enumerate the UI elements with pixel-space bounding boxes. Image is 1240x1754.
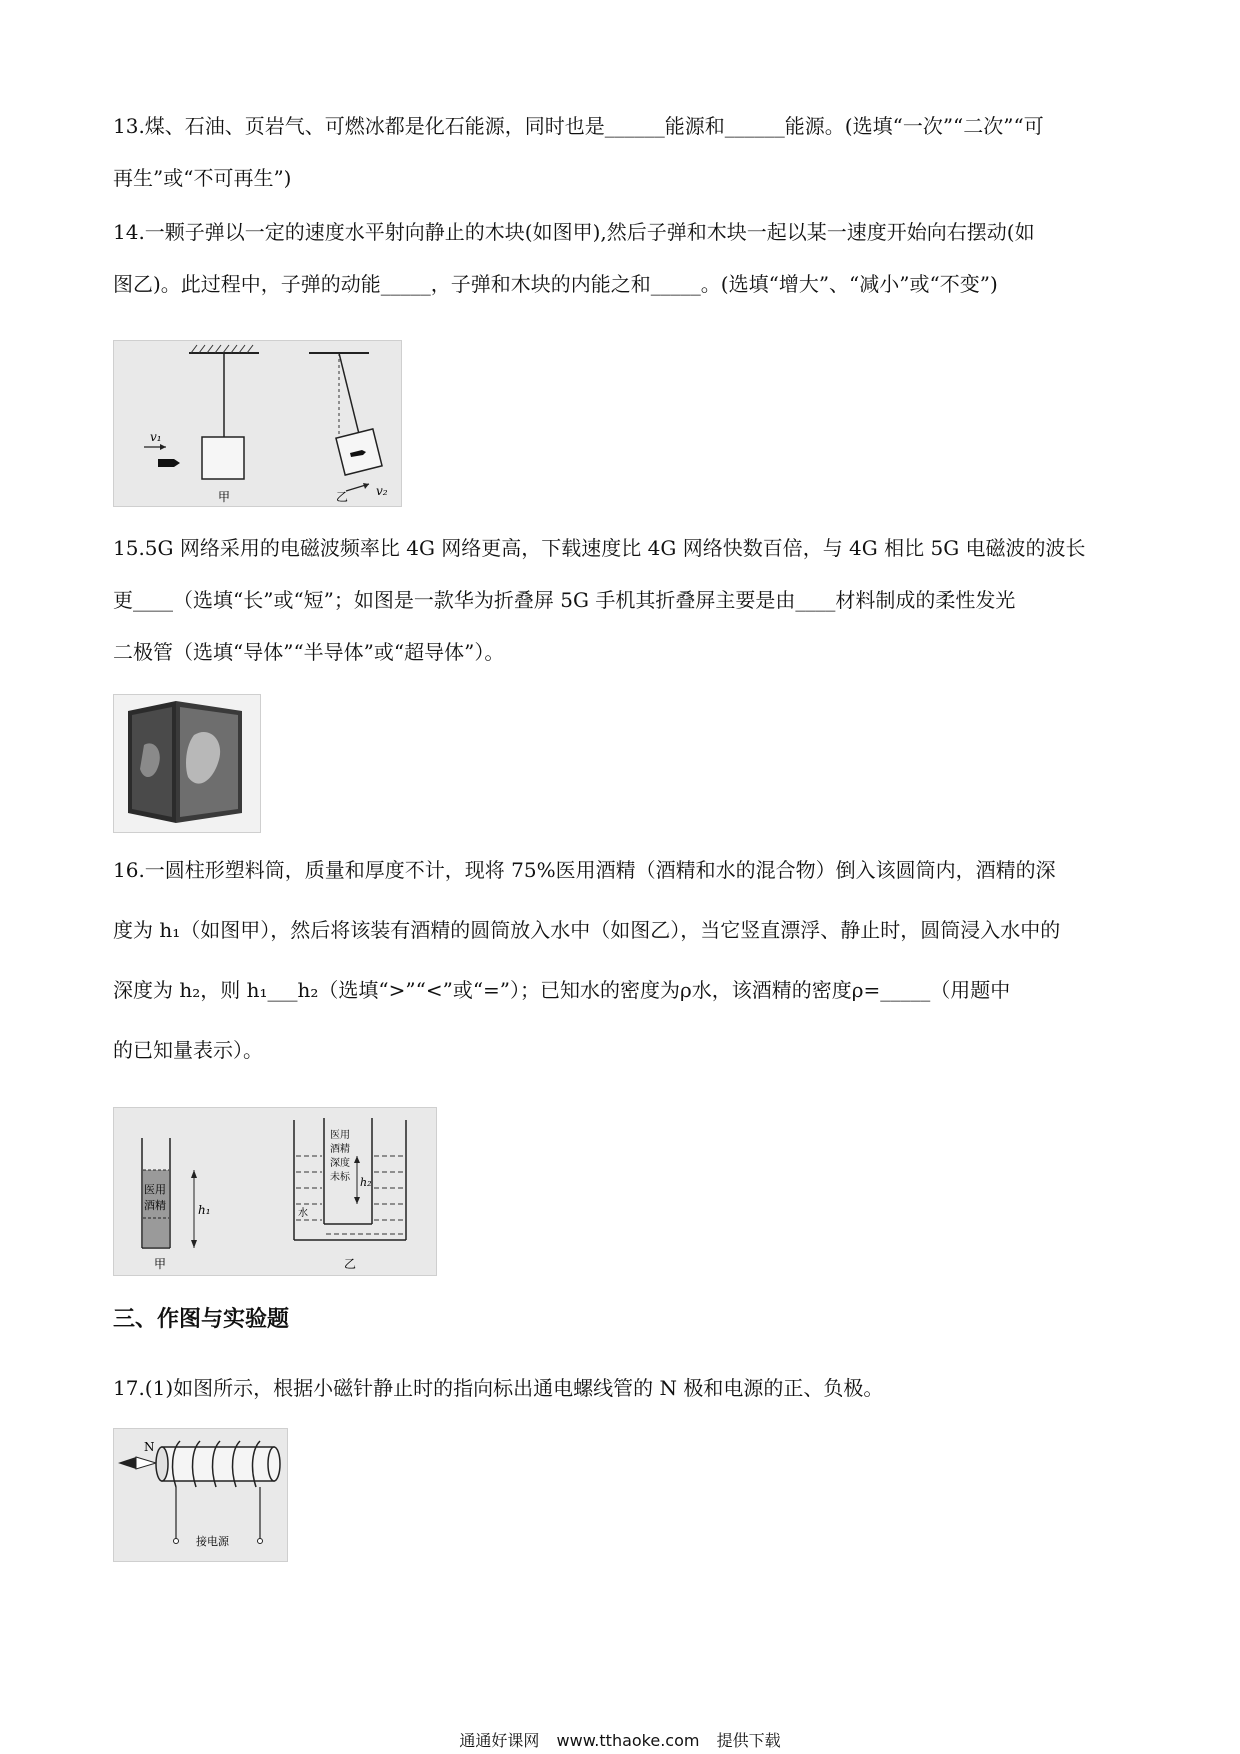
label-yiyong: 医用 — [144, 1183, 166, 1196]
label-h2: h₂ — [360, 1176, 372, 1189]
label-jia: 甲 — [154, 1257, 167, 1271]
label-water: 水 — [298, 1208, 308, 1219]
q16-line2: 度为 h₁（如图甲），然后将该装有酒精的圆筒放入水中（如图乙），当它竖直漂浮、静止时，圆筒浸入水中的 — [113, 918, 1061, 942]
q15-line2: 更____（选填“长”或“短”；如图是一款华为折叠屏 5G 手机其折叠屏主要是由____材料制成的柔性发光 — [113, 588, 1016, 612]
q15-line1: 15.5G 网络采用的电磁波频率比 4G 网络更高，下载速度比 4G 网络快数百倍，与 4G 相比 5G 电磁波的波长 — [113, 536, 1086, 560]
footer-url[interactable]: www.tthaoke.com — [556, 1731, 700, 1750]
q13-line1: 13.煤、石油、页岩气、可燃冰都是化石能源，同时也是______能源和______能源。(选填“一次”“二次”“可 — [113, 114, 1044, 138]
alcohol-cylinder-figure — [113, 1107, 437, 1276]
footer-site: 通通好课网 — [459, 1731, 540, 1750]
label-b-shendu: 深度 — [330, 1158, 350, 1169]
section-title: 三、作图与实验题 — [113, 1306, 290, 1332]
q15-line3: 二极管（选填“导体”“半导体”或“超导体”）。 — [113, 640, 505, 664]
page-footer — [0, 1728, 1240, 1751]
label-jiujing: 酒精 — [144, 1199, 166, 1212]
question-15 — [113, 522, 1133, 678]
solenoid-figure — [113, 1428, 288, 1562]
label-yi: 乙 — [344, 1257, 357, 1271]
question-17 — [113, 1372, 1133, 1404]
label-b-weibiao: 未标 — [330, 1172, 350, 1183]
label-yi: 乙 — [336, 490, 349, 504]
v2-label: v₂ — [376, 484, 388, 498]
q14-line2: 图乙)。此过程中，子弹的动能_____，子弹和木块的内能之和_____。(选填“增大”、“减小”或“不变”) — [113, 272, 998, 296]
label-jia: 甲 — [218, 490, 231, 504]
q13-line2: 再生”或“不可再生”) — [113, 166, 292, 190]
q16-line1: 16.一圆柱形塑料筒，质量和厚度不计，现将 75%医用酒精（酒精和水的混合物）倒入该圆筒内，酒精的深 — [113, 858, 1056, 882]
v1-label: v₁ — [150, 430, 162, 444]
q17-line1: 17.(1)如图所示，根据小磁针静止时的指向标出通电螺线管的 N 极和电源的正、负极。 — [113, 1376, 884, 1400]
question-16 — [113, 840, 1133, 1080]
q14-line1: 14.一颗子弹以一定的速度水平射向静止的木块(如图甲),然后子弹和木块一起以某一速度开始向右摆动(如 — [113, 220, 1035, 244]
footer-action: 提供下载 — [716, 1731, 781, 1750]
label-h1: h₁ — [198, 1203, 211, 1217]
question-13 — [113, 100, 1133, 204]
label-b-jiujing: 酒精 — [330, 1144, 350, 1155]
question-14 — [113, 206, 1133, 310]
foldable-phone-image — [113, 694, 261, 833]
label-n: N — [144, 1440, 155, 1454]
q16-line4: 的已知量表示）。 — [113, 1038, 263, 1062]
pendulum-figure — [113, 340, 402, 507]
label-b-yiyong: 医用 — [330, 1130, 350, 1141]
label-power: 接电源 — [196, 1535, 229, 1548]
q16-line3: 深度为 h₂，则 h₁___h₂（选填“>”“<”或“=”）；已知水的密度为ρ水，该酒精的密度ρ=_____（用题中 — [113, 978, 1011, 1002]
